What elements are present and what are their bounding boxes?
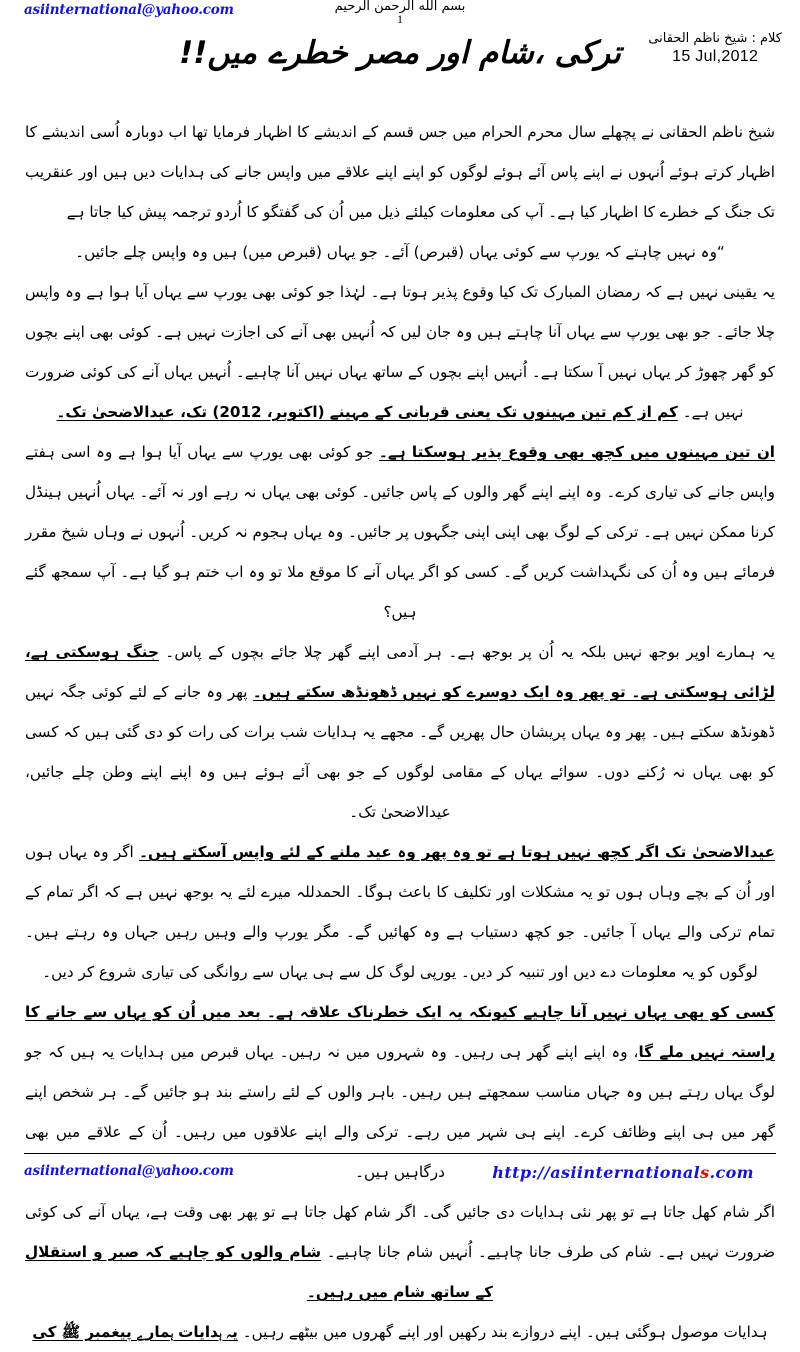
bismillah-text: بسم الله الرحمن الرحيم — [334, 0, 466, 14]
body-text: شیخ ناظم الحقانی نے پچھلے سال محرم الحرام میں جس قسم کے اندیشے کا اظہار فرمایا تھا اب دوبارہ اُسی اندیشے کا اظہار کرتے ہوئے اُنہوں نے اپنے پاس آئے ہوئے لوگوں کو اپنے اپنے علاقے میں واپس جانے کی ہدایات دیں ہیں اور عنقریب تک جنگ کے خطرے کا اظہار کیا ہے۔ آپ کی معلومات کیلئے ذیل میں اُن کی گفتگو کا اُردو ترجمہ پیش کیا جاتا ہے — [25, 123, 775, 221]
page-masthead — [0, 0, 800, 100]
footer-email-link[interactable]: asiinternational@yahoo.com — [24, 1163, 234, 1179]
body-text: ہدایات موصول ہوگئی ہیں۔ اپنے دروازے بند رکھیں اور اپنے گھروں میں بیٹھے رہیں۔ — [237, 1323, 768, 1341]
emphasis-text: جنگ ہوسکتی ہے، لڑائی ہوسکتی ہے۔ تو پھر وہ ایک دوسرے کو نہیں ڈھونڈھ سکتے ہیں۔ — [25, 643, 775, 701]
emphasis-text: کسی کو بھی یہاں نہیں آنا چاہیے کیونکہ یہ ایک خطرناک علاقہ ہے۔ بعد میں اُن کو یہاں سے جانے کا راستہ نہیں ملے گا — [25, 1003, 775, 1061]
article-paragraph — [25, 832, 775, 992]
footer-url-suffix: .com — [709, 1163, 754, 1182]
page-number: 1 — [397, 12, 403, 27]
body-text: یہ ہمارے اوپر بوجھ نہیں بلکہ یہ اُن پر بوجھ ہے۔ ہر آدمی اپنے گھر چلا جائے بچوں کے پاس۔ — [158, 643, 776, 661]
page-title: ترکی ،شام اور مصر خطرے میں!! — [179, 35, 621, 71]
body-text: جو کوئی بھی یورپ سے یہاں آیا ہوا ہے وہ اسی ہفتے واپس جانے کی تیاری کرے۔ وہ اپنے اپنے گھر والوں کے پاس جائیں۔ کوئی بھی یہاں نہ رہے اور نہ آئے۔ یہاں اُنہیں ہینڈل کرنا ممکن نہیں ہے۔ ترکی کے لوگ بھی اپنی اپنی جگہوں پر جائیں۔ وہ یہاں ہجوم نہ کریں۔ اُنہوں نے وہاں شیخ مقرر فرمائے ہیں وہ اُن کی نگہداشت کریں گے۔ کسی کو اگر یہاں آنے کا موقع ملا تو وہ اب ختم ہو گیا ہے۔ آپ سمجھ گئے ہیں؟ — [25, 443, 775, 621]
emphasis-text: عیدالاضحیٰ تک اگر کچھ نہیں ہوتا ہے تو وہ پھر وہ عید ملنے کے لئے واپس آسکتے ہیں۔ — [139, 843, 775, 861]
emphasis-text: یہ ہدایات ہمارے پیغمبر ﷺ کی — [32, 1323, 238, 1341]
body-text: پھر وہ جانے کے لئے کوئی جگہ نہیں ڈھونڈھ سکتے ہیں۔ پھر وہ یہاں پریشان حال پھریں گے۔ مجھے یہ ہدایات شب برات کی رات کو دی گئی ہیں کہ کسی کو بھی یہاں نہ رُکنے دوں۔ سوائے یہاں کے مقامی لوگوں کے جو بھی آئے ہوئے ہیں وہ اپنے اپنے وطن چلے جائیں، عیدالاضحیٰ تک۔ — [25, 683, 775, 821]
body-text: اگر وہ یہاں ہوں اور اُن کے بچے وہاں ہوں تو یہ مشکلات اور تکلیف کا باعث ہوگا۔ الحمدللہ میرے لئے یہ بوجھ نہیں ہے کہ اگر تمام کے تمام ترکی والے یہاں آ جائیں۔ جو کچھ دستیاب ہے وہ کھائیں گے۔ مگر یورپ والے وہیں رہیں جہاں وہ رہتے ہیں۔ لوگوں کو یہ معلومات دے دیں اور تنبیہ کر دیں۔ یورپی لوگ کل سے ہی یہاں سے روانگی کی تیاری شروع کر دیں۔ — [25, 843, 775, 981]
emphasis-text: شام والوں کو چاہیے کہ صبر و استقلال کے ساتھ شام میں رہیں۔ — [25, 1243, 494, 1301]
article-paragraph — [25, 232, 775, 272]
header-email-link[interactable]: asiinternational@yahoo.com — [24, 2, 234, 18]
body-text: اگر شام کھل جاتا ہے تو پھر نئی ہدایات دی جائیں گی۔ اگر شام کھل جاتا ہے تو پھر بھی وقت ہے، یہاں آنے کی کوئی ضرورت نہیں ہے۔ شام کی طرف جانا چاہیے۔ اُنہیں شام جانا چاہیے۔ — [25, 1203, 775, 1261]
page-footer — [24, 1163, 776, 1182]
body-text: “وہ نہیں چاہتے کہ یورپ سے کوئی یہاں (قبرص) آئے۔ جو یہاں (قبرص میں) ہیں وہ واپس چلے جائیں۔ — [75, 243, 725, 261]
body-text: یہ یقینی نہیں ہے کہ رمضان المبارک تک کیا وقوع پذیر ہوتا ہے۔ لہٰذا جو کوئی بھی یورپ سے یہاں آیا ہوا ہے وہ واپس چلا جائے۔ جو بھی یورپ سے یہاں آنا چاہتے ہیں وہ جان لیں کہ اُنہیں بھی آنے کی اجازت نہیں ہے۔ کوئی بھی اپنے بچوں کو گھر چھوڑ کر یہاں نہیں آ سکتا ہے۔ اُنہیں اپنے بچوں کے ساتھ یہاں نہیں آنا چاہیے۔ اُنہیں یہاں آنے کی کوئی ضرورت نہیں ہے۔ — [25, 283, 775, 421]
publication-date: 15 Jul,2012 — [672, 47, 759, 65]
emphasis-text: ان تین مہینوں میں کچھ بھی وقوع پذیر ہوسکتا ہے۔ — [379, 443, 775, 461]
article-paragraph — [25, 1192, 775, 1312]
bismillah-block — [0, 0, 800, 27]
article-paragraph — [25, 432, 775, 632]
footer-divider — [24, 1153, 776, 1154]
article-paragraph — [25, 272, 775, 432]
emphasis-text: کم از کم تین مہینوں تک یعنی قربانی کے مہینے (اکتوبر، 2012) تک، عیدالاضحیٰ تک۔ — [56, 403, 678, 421]
footer-website-link[interactable] — [492, 1163, 754, 1182]
article-paragraph — [25, 992, 775, 1192]
article-paragraph — [25, 632, 775, 832]
article-paragraph — [25, 112, 775, 232]
author-byline: کلام : شیخ ناظم الحقانی — [648, 31, 782, 46]
footer-url-prefix: http://asiinternational — [492, 1163, 701, 1182]
body-text: ، وہ اپنے اپنے گھر ہی رہیں۔ وہ شہروں میں نہ رہیں۔ یہاں قبرص میں ہدایات یہ ہیں کہ جو لوگ یہاں رہتے ہیں وہ جہاں مناسب سمجھتے ہیں رہیں۔ باہر والوں کے لئے راستے بند ہو جائیں گے۔ ہر شخص اپنے گھر میں ہی اپنے وظائف کرے۔ اپنے ہی شہر میں رہے۔ ترکی والے اپنے علاقوں میں رہیں۔ اُن کے علاقے میں بھی درگاہیں ہیں۔ — [25, 1043, 775, 1181]
footer-url-accent-letter: s — [700, 1163, 710, 1182]
article-paragraph — [25, 1312, 775, 1352]
byline-block — [648, 32, 782, 66]
